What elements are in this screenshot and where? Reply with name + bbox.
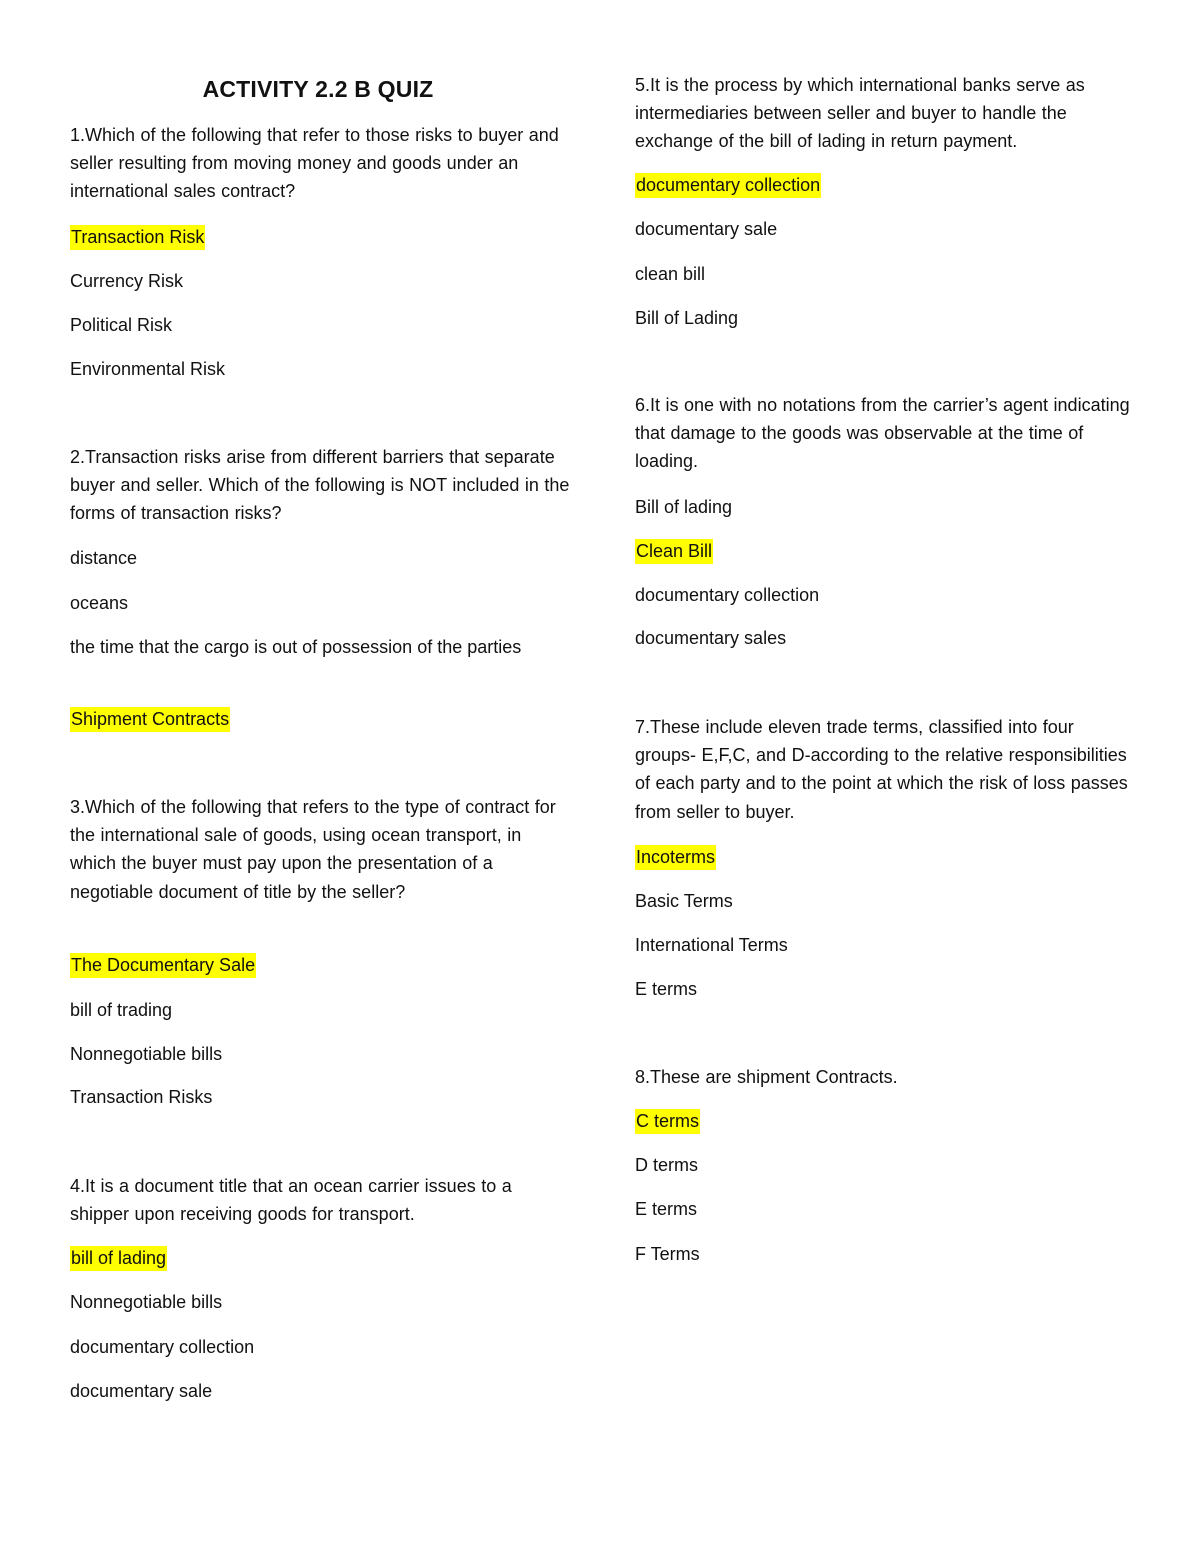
answer-option: documentary collection: [635, 585, 820, 605]
answer-option: documentary collection: [70, 1337, 255, 1357]
question-text: 2.Transaction risks arise from different barriers that separate buyer and seller. Which of the following is NOT included in the forms of transaction risks?: [70, 447, 570, 524]
correct-answer: [70, 705, 230, 733]
answer-option: Bill of lading: [635, 497, 733, 517]
correct-answer: [635, 1107, 700, 1135]
correct-answer: [635, 537, 713, 565]
answer-option: E terms: [635, 1199, 698, 1219]
answer-option: Nonnegotiable bills: [70, 1044, 223, 1064]
answer-option: documentary sale: [70, 1381, 213, 1401]
answer-highlight: documentary collection: [635, 173, 821, 198]
question-text: 1.Which of the following that refer to those risks to buyer and seller resulting from moving money and goods under an international sales contract?: [70, 125, 559, 202]
answer-option: D terms: [635, 1155, 698, 1175]
answer-highlight: Incoterms: [635, 845, 716, 870]
answer-option: F Terms: [635, 1244, 700, 1264]
question-text: 4.It is a document title that an ocean carrier issues to a shipper upon receiving goods for transport.: [70, 1176, 512, 1225]
answer-option: oceans: [70, 593, 129, 613]
question-text: 5.It is the process by which international banks serve as intermediaries between seller and buyer to handle the exchange of the bill of lading in return payment.: [635, 75, 1085, 152]
answer-highlight: Transaction Risk: [70, 225, 205, 250]
answer-option: International Terms: [635, 935, 788, 955]
answer-option: Bill of Lading: [635, 308, 739, 328]
answer-highlight: C terms: [635, 1109, 700, 1134]
answer-option: Basic Terms: [635, 891, 733, 911]
answer-option: Nonnegotiable bills: [70, 1292, 223, 1312]
correct-answer: [635, 171, 821, 199]
question-text: 3.Which of the following that refers to the type of contract for the international sale of goods, using ocean transport, in which the buyer must pay upon the presentation of a negotiable document of title by the seller?: [70, 797, 556, 902]
answer-highlight: bill of lading: [70, 1246, 167, 1271]
answer-option: documentary sales: [635, 628, 787, 648]
answer-option: the time that the cargo is out of possession of the parties: [70, 637, 522, 657]
answer-option: E terms: [635, 979, 698, 999]
answer-option: bill of trading: [70, 1000, 173, 1020]
answer-highlight: Clean Bill: [635, 539, 713, 564]
correct-answer: [635, 843, 716, 871]
correct-answer: [70, 223, 205, 251]
answer-option: distance: [70, 548, 138, 568]
correct-answer: [70, 951, 256, 979]
answer-option: Political Risk: [70, 315, 173, 335]
answer-option: clean bill: [635, 264, 706, 284]
question-text: 7.These include eleven trade terms, classified into four groups- E,F,C, and D-according to the relative responsibilities of each party and to the point at which the risk of loss passes from seller to buyer.: [635, 717, 1128, 822]
question-text: 6.It is one with no notations from the carrier’s agent indicating that damage to the goods was observable at the time of loading.: [635, 395, 1130, 472]
question-text: 8.These are shipment Contracts.: [635, 1067, 898, 1087]
page-title: ACTIVITY 2.2 B QUIZ: [202, 76, 434, 102]
answer-option: Transaction Risks: [70, 1087, 213, 1107]
answer-option: Currency Risk: [70, 271, 184, 291]
answer-highlight: Shipment Contracts: [70, 707, 230, 732]
answer-highlight: The Documentary Sale: [70, 953, 256, 978]
answer-option: documentary sale: [635, 219, 778, 239]
correct-answer: [70, 1244, 167, 1272]
answer-option: Environmental Risk: [70, 359, 226, 379]
